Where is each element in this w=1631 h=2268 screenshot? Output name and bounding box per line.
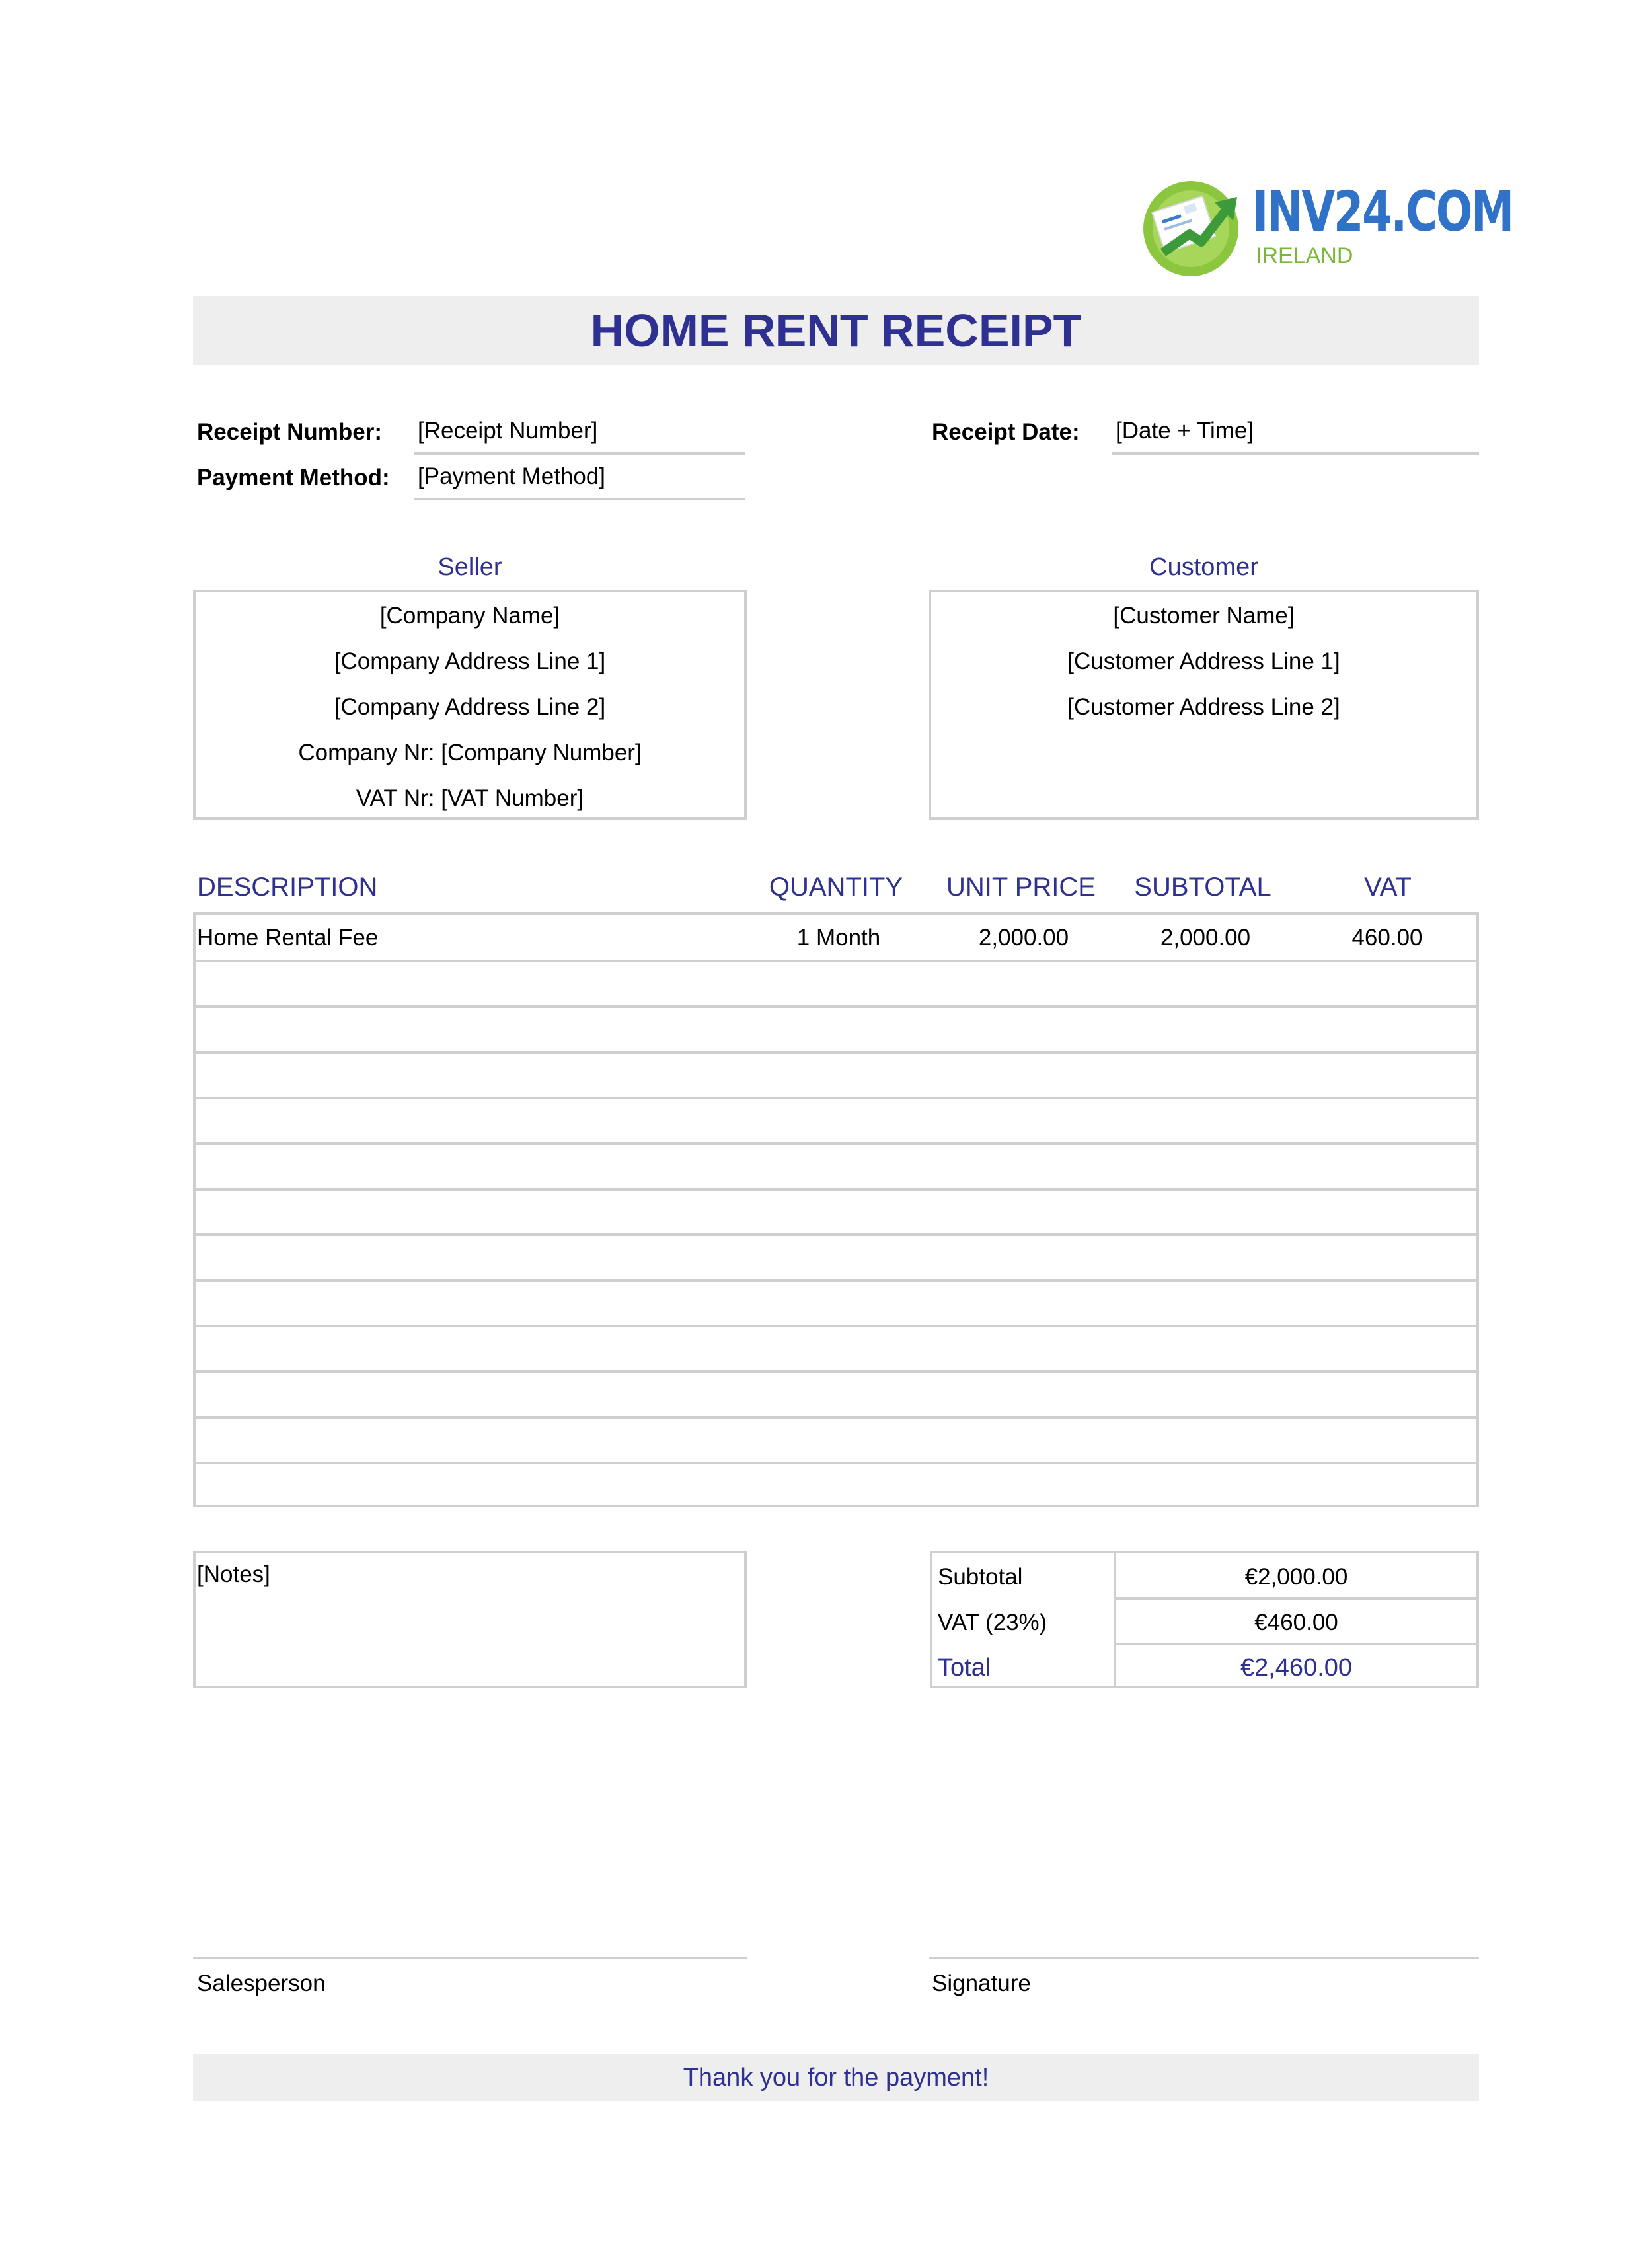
items-table — [193, 912, 1479, 1507]
payment-method-underline — [414, 498, 745, 500]
row-divider — [196, 1325, 1476, 1327]
receipt-number-value: [Receipt Number] — [418, 418, 598, 444]
payment-method-label: Payment Method: — [197, 465, 390, 490]
receipt-date-value: [Date + Time] — [1116, 418, 1254, 444]
seller-company-number: Company Nr: [Company Number] — [298, 740, 642, 765]
logo-region-text: IRELAND — [1256, 243, 1353, 268]
row-divider — [196, 1051, 1476, 1054]
notes-box[interactable] — [193, 1551, 747, 1688]
receipt-number-underline — [414, 452, 745, 455]
row-divider — [196, 1233, 1476, 1236]
subtotal-label: Subtotal — [938, 1564, 1023, 1590]
column-header-vat: VAT — [1364, 873, 1412, 902]
totals-box — [930, 1551, 1479, 1688]
totals-row-divider — [1114, 1643, 1476, 1645]
row-divider — [196, 1005, 1476, 1008]
customer-address-line-1: [Customer Address Line 1] — [1067, 648, 1340, 674]
vat-value: €460.00 — [1254, 1610, 1338, 1635]
signature-label: Signature — [932, 1971, 1031, 1996]
row-divider — [196, 1142, 1476, 1145]
page-title: HOME RENT RECEIPT — [590, 305, 1082, 356]
column-header-unit-price: UNIT PRICE — [946, 873, 1096, 902]
item-subtotal: 2,000.00 — [1160, 925, 1251, 951]
column-header-quantity: QUANTITY — [769, 873, 903, 902]
customer-address-line-2: [Customer Address Line 2] — [1067, 694, 1340, 720]
thanks-message: Thank you for the payment! — [683, 2064, 989, 2092]
totals-row-divider — [1114, 1597, 1476, 1600]
total-label: Total — [938, 1654, 991, 1682]
column-header-subtotal: SUBTOTAL — [1134, 873, 1271, 902]
item-vat: 460.00 — [1351, 925, 1423, 951]
total-value: €2,460.00 — [1240, 1654, 1353, 1682]
subtotal-value: €2,000.00 — [1244, 1564, 1348, 1590]
salesperson-line — [193, 1957, 747, 1959]
seller-heading: Seller — [437, 553, 502, 581]
seller-address-line-1: [Company Address Line 1] — [334, 648, 606, 674]
payment-method-value: [Payment Method] — [418, 463, 606, 489]
item-unit-price: 2,000.00 — [978, 925, 1069, 951]
row-divider — [196, 1279, 1476, 1282]
vat-label: VAT (23%) — [938, 1610, 1047, 1635]
seller-address-line-2: [Company Address Line 2] — [334, 694, 606, 720]
row-divider — [196, 1188, 1476, 1191]
customer-heading: Customer — [1149, 553, 1258, 581]
seller-vat-number: VAT Nr: [VAT Number] — [356, 785, 584, 811]
notes-text: [Notes] — [197, 1561, 270, 1587]
row-divider — [196, 1097, 1476, 1099]
receipt-date-label: Receipt Date: — [932, 419, 1080, 445]
receipt-number-label: Receipt Number: — [197, 419, 383, 445]
signature-line — [929, 1957, 1479, 1959]
salesperson-label: Salesperson — [197, 1971, 326, 1996]
receipt-date-underline — [1112, 452, 1479, 455]
row-divider — [196, 1416, 1476, 1419]
item-description: Home Rental Fee — [197, 925, 379, 951]
customer-box — [929, 590, 1479, 820]
logo-brand-text: INV24.COM — [1252, 179, 1513, 244]
item-quantity: 1 Month — [796, 925, 881, 951]
row-divider — [196, 1462, 1476, 1464]
seller-company-name: [Company Name] — [379, 603, 560, 629]
row-divider — [196, 1370, 1476, 1373]
row-divider — [196, 960, 1476, 962]
customer-name: [Customer Name] — [1113, 603, 1295, 629]
seller-box — [193, 590, 747, 820]
column-header-description: DESCRIPTION — [197, 873, 378, 902]
